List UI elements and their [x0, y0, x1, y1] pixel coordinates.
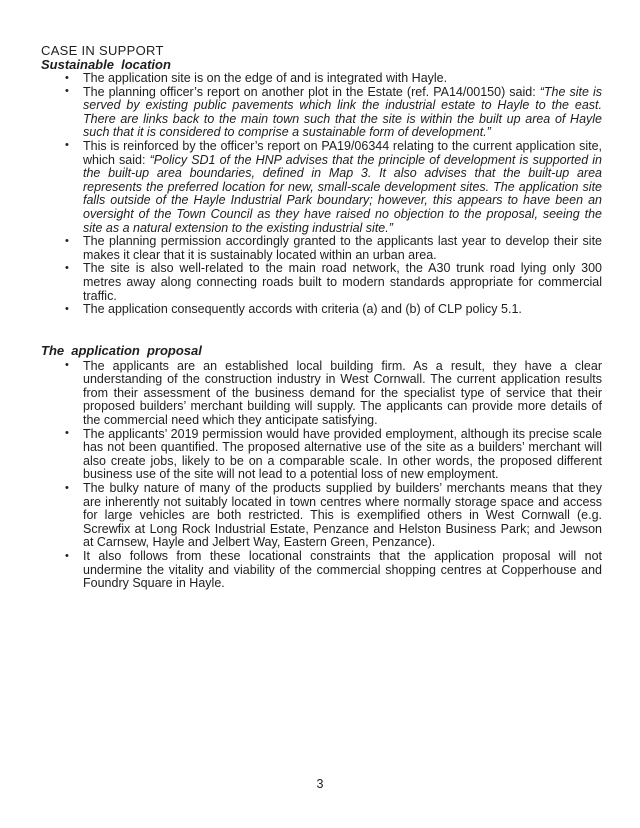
- page-number: 3: [316, 777, 324, 792]
- bullet-icon: •: [65, 71, 69, 84]
- list-item: [41, 360, 602, 428]
- body-text: The applicants are an established local building firm. As a result, they have a clear understanding of the construction industry in West Cornwall. The current application results from their assessment of the business demand for the specialist type of service that their proposed builders’ merchant building will supply. The applicants can provide more details of the commercial need which they anticipate satisfying.: [83, 358, 602, 428]
- bullet-icon: •: [65, 302, 69, 315]
- list-item: [41, 428, 602, 482]
- list-item: [41, 86, 602, 140]
- bullet-icon: •: [65, 481, 69, 494]
- list-item: [41, 303, 602, 317]
- bullet-list: [41, 72, 602, 317]
- list-item: [41, 235, 602, 262]
- bullet-icon: •: [65, 549, 69, 562]
- list-item: [41, 262, 602, 303]
- document-section: [41, 344, 602, 591]
- section-heading: Sustainable location: [41, 57, 171, 72]
- body-text: The planning permission accordingly granted to the applicants last year to develop their site makes it clear that it is sustainably located within an urban area.: [83, 234, 602, 262]
- section-heading: The application proposal: [41, 342, 202, 358]
- bullet-icon: •: [65, 85, 69, 98]
- list-item: [41, 72, 602, 86]
- bullet-icon: •: [65, 234, 69, 247]
- list-item: [41, 482, 602, 550]
- bullet-icon: •: [65, 359, 69, 372]
- list-item: [41, 550, 602, 591]
- body-text: It also follows from these locational constraints that the application proposal will not undermine the vitality and viability of the commercial shopping centres at Copperhouse and Foundry Square in Hayle.: [83, 549, 602, 591]
- body-text: The applicants’ 2019 permission would have provided employment, although its precise scale has not been quantified. The proposed alternative use of the site as a builders’ merchant will also create jobs, likely to be on a comparable scale. In other words, the proposed different business use of the site will not lead to a potential loss of new employment.: [83, 426, 602, 482]
- quoted-text: “The site is served by existing public pavements which link the industrial estate to Hayle to the east. There are links back to the main town such that the site is within the built up area of Hayle such that it is considered to comprise a sustainable form of development.”: [83, 84, 602, 140]
- bullet-icon: •: [65, 139, 69, 152]
- body-text: The application site is on the edge of and is integrated with Hayle.: [83, 71, 448, 85]
- page-title: CASE IN SUPPORT: [41, 43, 164, 58]
- bullet-icon: •: [65, 427, 69, 440]
- body-text: This is reinforced by the officer’s report on PA19/06344 relating to the current application site, which said:: [83, 138, 602, 167]
- body-text: The application consequently accords with criteria (a) and (b) of CLP policy 5.1.: [83, 302, 522, 317]
- body-text: The planning officer’s report on another plot in the Estate (ref. PA14/00150) said:: [83, 84, 540, 99]
- quoted-text: “Policy SD1 of the HNP advises that the principle of development is supported in the built-up area boundaries, defined in Map 3. It also advises that the built-up area represents the preferred location for new, small-scale development sites. The application site falls outside of the Hayle Industrial Park boundary; however, this appears to have been an oversight of the Town Council as they have raised no objection to the proposal, seeing the site as a natural extension to the existing industrial site.”: [83, 152, 602, 235]
- document-sections: [41, 58, 602, 591]
- body-text: The site is also well-related to the main road network, the A30 trunk road lying only 300 metres away along connecting roads built to modern standards appropriate for commercial traffic.: [83, 261, 602, 303]
- list-item: [41, 140, 602, 235]
- bullet-list: [41, 360, 602, 591]
- bullet-icon: •: [65, 261, 69, 274]
- document-section: [41, 58, 602, 317]
- body-text: The bulky nature of many of the products supplied by builders’ merchants means that they are inherently not suitably located in town centres where normally storage space and access for large vehicles are both restricted. This is exemplified others in West Cornwall (e.g. Screwfix at Long Rock Industrial Estate, Penzance and Helston Business Park; and Jewson at Carnsew, Hayle and Jelbert Way, Eastern Green, Penzance).: [83, 481, 602, 550]
